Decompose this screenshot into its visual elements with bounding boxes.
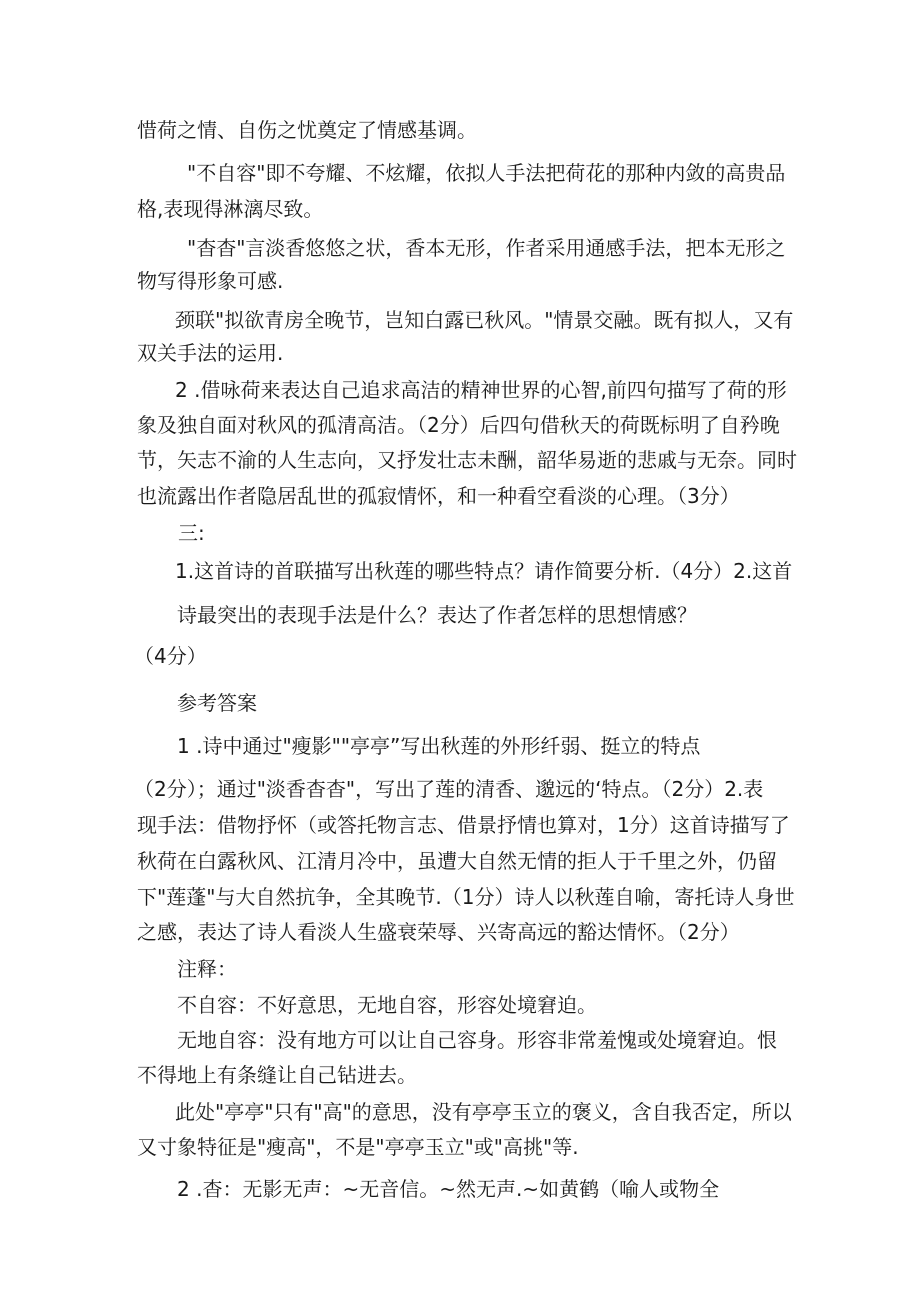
text-line: 惜荷之情、自伤之忧奠定了情感基调。 (137, 118, 477, 142)
text-line: 下"莲蓬"与大自然抗争，全其晚节.（1分）诗人以秋莲自喻，寄托诗人身世 (137, 885, 795, 909)
text-line: 又寸象特征是"瘦高"，不是"亭亭玉立"或"高挑"等. (137, 1135, 579, 1159)
section-heading: 参考答案 (177, 691, 257, 715)
section-heading: 三: (178, 521, 205, 545)
text-line: "不自容"即不夸耀、不炫耀，依拟人手法把荷花的那种内敛的高贵品 (187, 161, 786, 185)
text-line: 2 .借咏荷来表达自己追求高洁的精神世界的心智,前四句描写了荷的形 (175, 378, 787, 402)
text-line: 物写得形象可感. (137, 269, 284, 293)
text-line: 现手法：借物抒怀（或答托物言志、借景抒情也算对，1分）这首诗描写了 (137, 813, 790, 837)
text-line: 不得地上有条缝让自己钻进去。 (137, 1063, 417, 1087)
text-line: 双关手法的运用. (137, 341, 284, 365)
text-line: 秋荷在白露秋风、江清月冷中，虽遭大自然无情的拒人于千里之外，仍留 (137, 849, 777, 873)
text-line: 节，矢志不渝的人生志向，又抒发壮志未酬，韶华易逝的悲戚与无奈。同时 (137, 448, 797, 472)
text-line: （2分）；通过"淡香杳杳"，写出了莲的清香、邈远的‘特点。（2分）2.表 (134, 777, 764, 801)
text-line: 之感，表达了诗人看淡人生盛衰荣辱、兴寄高远的豁达情怀。（2分） (137, 920, 740, 944)
text-line: 此处"亭亭"只有"高"的意思，没有亭亭玉立的褒义，含自我否定，所以 (175, 1100, 792, 1124)
text-line: 不自容：不好意思，无地自容，形容处境窘迫。 (177, 993, 597, 1017)
text-line: 象及独自面对秋风的孤清高洁。（2分）后四句借秋天的荷既标明了自矜晚 (137, 413, 780, 437)
text-line: （4分） (134, 644, 207, 668)
section-heading: 注释： (177, 957, 237, 981)
text-line: 无地自容：没有地方可以让自己容身。形容非常羞愧或处境窘迫。恨 (177, 1028, 777, 1052)
text-line: "杳杳"言淡香悠悠之状，香本无形，作者采用通感手法，把本无形之 (187, 236, 786, 260)
text-line: 1.这首诗的首联描写出秋莲的哪些特点？请作简要分析.（4分）2.这首 (175, 559, 793, 583)
text-line: 1 .诗中通过"瘦影""亭亭”写出秋莲的外形纤弱、挺立的特点 (177, 734, 701, 758)
text-line: 也流露出作者隐居乱世的孤寂情怀，和一种看空看淡的心理。（3分） (137, 484, 740, 508)
text-line: 颈联"拟欲青房全晚节，岂知白露已秋风。"情景交融。既有拟人，又有 (175, 308, 794, 332)
text-line: 格,表现得淋漓尽致。 (137, 197, 324, 221)
text-line: 2 .杳：无影无声：~无音信。~然无声.~如黄鹤（喻人或物全 (177, 1177, 720, 1201)
text-line: 诗最突出的表现手法是什么？表达了作者怎样的思想情感？ (177, 603, 697, 627)
